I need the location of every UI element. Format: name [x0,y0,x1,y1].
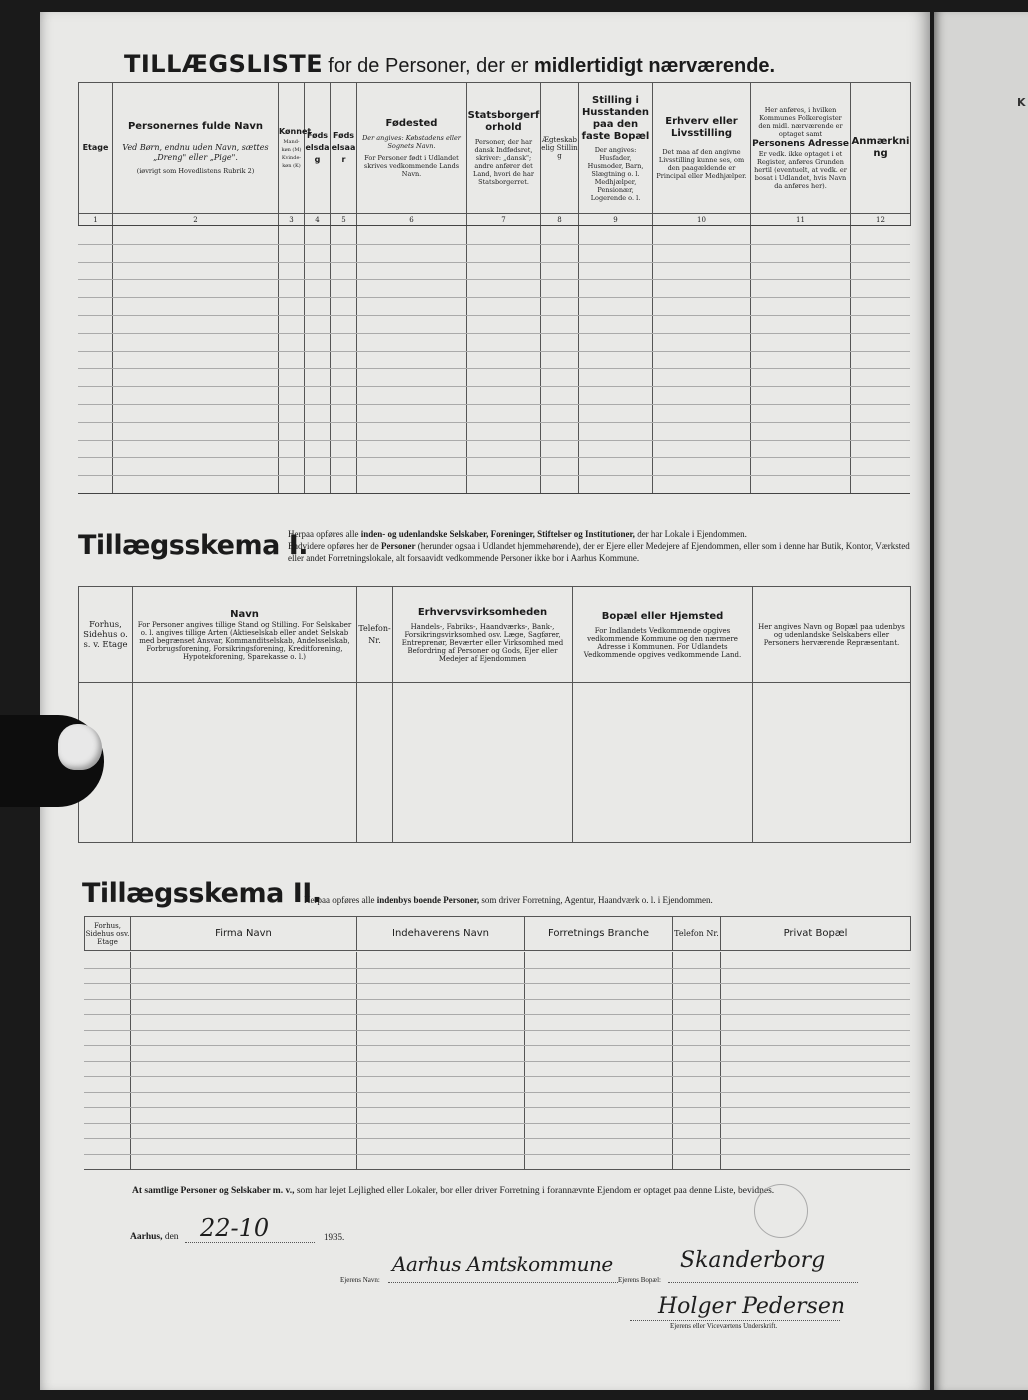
col-navn-sub: Ved Børn, endnu uden Navn, sættes „Dreng" eller „Pige". [122,143,269,162]
signature-underline [630,1320,840,1321]
col-navn [113,83,279,214]
city: Aarhus, [130,1232,163,1242]
s1-col-bopael-title: Bopæl eller Hjemsted [601,610,724,622]
title-sub-bold: midlertidigt nærværende. [533,55,776,77]
s1-col-navn-sub: For Personer angives tillige Stand og Stilling. For Selskaber o. l. angives tillige Arten (Aktieselskab eller andet Selskab med begrænset Ansvar, Kommanditselskab, Andelsselskab, Forbrugsforening, Forsikringsforening, Kreditforening, Hypotekforening, Sparekasse o. l.) [137,620,352,661]
s1-cell [393,683,573,843]
col-husstand-title: Stilling i Husstanden paa den faste Bopæl [581,94,650,142]
col-koen [279,83,312,214]
skema1-title: Tillægsskema I. [78,530,309,561]
col-num: 1 [79,214,113,226]
col-husstand [579,83,653,214]
s2-col-etage [85,917,131,951]
owner-address-underline [668,1282,858,1283]
skema2-text-pre: Herpaa opføres alle [304,895,377,905]
date-underline [185,1242,315,1243]
s1-col-etage [79,587,133,683]
col-num: 5 [331,214,357,226]
col-etage [79,83,113,214]
skema1-text [288,528,912,564]
skema1-table [78,586,911,843]
col-erhverv [653,83,751,214]
den: den [164,1232,179,1242]
skema2-text-bold: indenbys boende Personer, [376,895,480,905]
skema1-text-0: Herpaa opføres alle [288,529,361,539]
skema1-header-row [79,587,911,683]
skema1-text-2: der har Lokale i Ejendommen. [634,529,747,539]
skema1-text-3: Endvidere opføres her de [288,541,381,551]
adjacent-page [934,12,1028,1390]
col-foedested-sub2: For Personer født i Udlandet skrives vedkommende Lands Navn. [363,154,460,178]
s1-col-bopael [573,587,753,683]
table1-header-row [79,83,911,214]
skema1-text-5: (herunder ogsaa i Udlandet hjemmehørende), der er Ejere eller Medejere af Ejendommen, eller som i denne har Butik, Kontor, Værksted eller andet Forretningslokale, [288,541,910,563]
col-adresse-sub: Her anføres, i hvilken Kommunes Folkeregister den midl. nærværende er optaget samt [758,106,843,138]
s1-col-etage-title: Forhus, Sidehus o. s. v. Etage [83,619,128,650]
col-foedselsdag-title: Fødselsdag [305,131,330,164]
title-sub [328,55,775,77]
s1-col-telefon [357,587,393,683]
col-adresse-sub2: Er vedk. ikke optaget i et Register, anføres Grunden hertil (eventuelt, at vedk. er bosat i Udlandet, hvis Navn da anføres her). [754,150,847,190]
s2-col-bopael-title: Privat Bopæl [783,927,848,939]
s2-col-etage-title: Forhus, Sidehus osv. Etage [85,921,130,946]
col-num: 7 [467,214,541,226]
certify-text [132,1186,922,1196]
s2-col-telefon [673,917,721,951]
title [124,50,775,78]
s2-col-indehaver-title: Indehaverens Navn [392,927,489,939]
col-num: 3 [279,214,305,226]
col-num: 2 [113,214,279,226]
col-anmaerkning-title: Anmærkning [851,136,910,159]
s1-cell [753,683,911,843]
col-num: 10 [653,214,751,226]
skema1-body-row [79,683,911,843]
col-num: 12 [851,214,911,226]
adjacent-page-fragment: K [1017,96,1026,109]
col-statsborger [467,83,541,214]
tillaegsliste-table [78,82,911,226]
printer-mark [86,1334,88,1340]
col-koen-sub: Mand-køn (M) Kvinde-køn (K) [281,139,302,169]
signature-label: Ejerens eller Viceværtens Underskrift. [670,1322,778,1330]
s1-col-erhverv [393,587,573,683]
col-navn-title: Personernes fulde Navn [127,121,264,132]
col-adresse [751,83,851,214]
skema2-header-row [85,917,911,951]
skema2-text-post: som driver Forretning, Agentur, Haandværk o. l. i Ejendommen. [479,895,713,905]
certify-rest: som har lejet Lejlighed eller Lokaler, bor eller driver Forretning i forannævnte Ejendom er optaget paa denne Liste, bevidnes. [294,1186,775,1196]
s1-col-repraesentant-sub: Her angives Navn og Bopæl paa udenbys og udenlandske Selskabers eller Personers herværende Repræsentant. [758,622,905,647]
s1-col-erhverv-sub: Handels-, Fabriks-, Haandværks-, Bank-, Forsikringsvirksomhed osv. Læge, Sagfører, Entreprenør, Beværter eller Virksomhed med Befordring af Personer og Gods, Ejer eller Medejer af Ejendommen [401,622,564,663]
date-line [130,1232,179,1242]
s2-col-indehaver [357,917,525,951]
form-page [40,12,930,1390]
col-foedselsaar [331,83,357,214]
s1-col-navn-title: Navn [230,608,259,620]
col-foedested-sub: Der angives: Købstadens eller Sognets Navn. [362,134,461,150]
col-foedselsdag [305,83,331,214]
s2-col-firma-title: Firma Navn [215,927,272,939]
s2-col-firma [131,917,357,951]
col-foedselsaar-title: Fødselsaar [331,131,356,164]
s2-col-bopael [721,917,911,951]
col-anmaerkning [851,83,911,214]
owner-address-label: Ejerens Bopæl: [618,1276,661,1284]
s1-col-telefon-title: Telefon-Nr. [358,623,391,645]
owner-name-underline [388,1282,618,1283]
skema2-table [84,916,911,951]
col-statsborger-title: Statsborgerforhold [467,110,540,133]
skema1-text-1: inden- og udenlandske Selskaber, Foreninger, Stiftelser og Institutioner, [360,529,635,539]
s1-col-erhverv-title: Erhvervsvirksomheden [417,606,548,618]
thumb-nail [58,724,102,770]
s1-cell [573,683,753,843]
table1-number-row [79,214,911,226]
year: 1935. [324,1232,345,1242]
col-aegteskab-title: Ægteskabelig Stilling [541,136,578,160]
col-num: 4 [305,214,331,226]
col-koen-title: Kønnet [279,127,312,136]
skema1-text-6: alt forsaavidt vedkommende Personer ikke bor i Aarhus Kommune. [395,553,640,563]
s2-col-branche [525,917,673,951]
skema1-text-4: Personer [380,541,416,551]
s1-cell [357,683,393,843]
col-aegteskab [541,83,579,214]
col-foedested-title: Fødested [385,118,438,129]
col-erhverv-title: Erhverv eller Livsstilling [665,116,738,139]
signature-handwritten: Holger Pedersen [658,1294,846,1319]
certify-bold: At samtlige Personer og Selskaber m. v., [132,1186,295,1196]
skema2-text [304,894,914,906]
col-etage-title: Etage [82,143,109,152]
title-sub-pre: for de Personer, der er [328,55,529,77]
stamp [754,1184,808,1238]
title-main: TILLÆGSLISTE [124,50,324,78]
date-handwritten: 22-10 [200,1214,270,1242]
col-erhverv-sub: Det maa af den angivne Livsstilling kunne ses, om den paagældende er Principal eller Medhjælper. [656,148,747,180]
skema2-title: Tillægsskema II. [82,878,322,909]
col-num: 6 [357,214,467,226]
owner-name-handwritten: Aarhus Amtskommune [392,1252,613,1276]
s1-col-bopael-sub: For Indlandets Vedkommende opgives vedkommende Kommune og den nærmere Adresse i Kommunen. For Udlandets Vedkommende opgives vedkommende Land. [583,626,742,659]
col-adresse-title: Personens Adresse [752,139,849,149]
s1-col-repraesentant [753,587,911,683]
owner-name-label: Ejerens Navn: [340,1276,380,1284]
s2-col-branche-title: Forretnings Branche [547,927,650,939]
col-navn-sub2: (iøvrigt som Hovedlistens Rubrik 2) [136,167,255,175]
s1-cell [133,683,357,843]
s1-col-navn [133,587,357,683]
col-num: 8 [541,214,579,226]
col-husstand-sub: Der angives: Husfader, Husmoder, Barn, Slægtning o. l. Medhjælper, Pensionær, Logerende o. l. [587,145,644,202]
col-statsborger-sub: Personer, der har dansk Indfødsret, skriver: „dansk"; andre anfører det Land, hvori de har Statsborgerret. [473,138,534,186]
col-num: 11 [751,214,851,226]
col-foedested [357,83,467,214]
s2-col-telefon-title: Telefon Nr. [674,928,719,938]
col-num: 9 [579,214,653,226]
owner-address-handwritten: Skanderborg [680,1248,826,1273]
